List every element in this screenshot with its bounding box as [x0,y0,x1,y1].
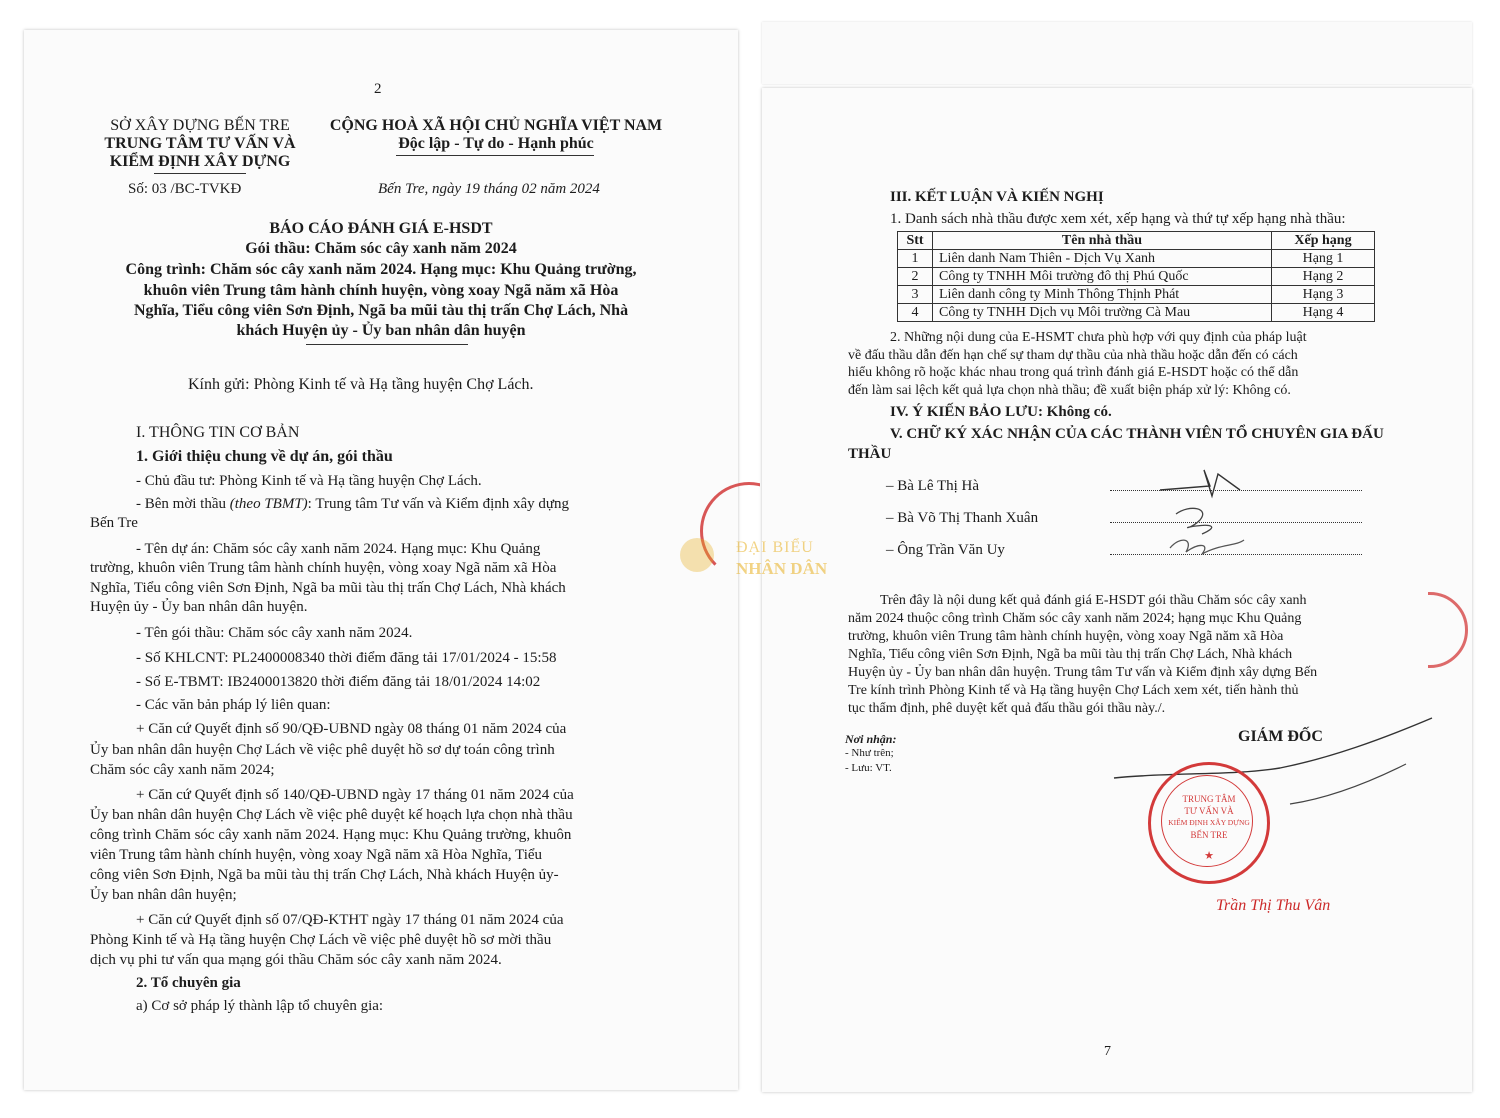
closing-line-6: Tre kính trình Phòng Kinh tế và Hạ tầng huyện Chợ Lách xem xét, tiến hành thủ [848,683,1299,698]
official-stamp [1148,762,1270,884]
watermark-line-1: ĐẠI BIỂU [736,539,814,556]
watermark-line-2: NHÂN DÂN [736,559,828,578]
agency-line-1: SỞ XÂY DỰNG BẾN TRE [110,117,290,134]
subsection-1-heading: 1. Giới thiệu chung về dự án, gói thầu [136,448,393,465]
package-title: Gói thầu: Chăm sóc cây xanh năm 2024 [245,240,517,257]
inviter-line [136,497,569,512]
decision-3-line-3: dịch vụ phi tư vấn qua mạng gói thầu Chăm sóc cây xanh năm 2024. [90,952,502,968]
nation-header: CỘNG HOÀ XÃ HỘI CHỦ NGHĨA VIỆT NAM [329,117,663,134]
table-cell-stt: 2 [898,268,933,286]
member-signatures-scribble [1140,456,1280,566]
section-1-heading: I. THÔNG TIN CƠ BẢN [136,424,300,441]
inviter-line-2: Bến Tre [90,515,138,531]
table-cell-stt: 4 [898,304,933,322]
item-2-line-1: 2. Những nội dung của E-HSMT chưa phù hợp với quy định của pháp luật [890,330,1307,345]
khlcnt-line: - Số KHLCNT: PL2400008340 thời điểm đăng tải 17/01/2024 - 15:58 [136,650,557,666]
document-page-right-top-strip [762,22,1472,84]
table-cell-name: Liên danh công ty Minh Thông Thịnh Phát [933,286,1272,304]
table-cell-rank: Hạng 1 [1272,250,1375,268]
watermark-logo-icon [680,538,714,572]
section-5-heading-line-2: THẦU [848,446,892,462]
table-header-name: Tên nhà thầu [933,232,1272,250]
page-number-right: 7 [1104,1044,1111,1059]
table-header-stt: Stt [898,232,933,250]
closing-line-3: trường, khuôn viên Trung tâm hành chính huyện, vòng xoay Ngã năm xã Hòa [848,629,1284,644]
section-3-heading: III. KẾT LUẬN VÀ KIẾN NGHỊ [890,189,1104,205]
agency-line-3: KIỂM ĐỊNH XÂY DỰNG [109,153,291,170]
project-name-line-3: Nghĩa, Tiểu công viên Sơn Định, Ngã ba mũi tàu thị trấn Chợ Lách, Nhà khách [90,580,566,596]
table-row [898,286,1375,304]
inviter-label: - Bên mời thầu [136,496,230,512]
contractor-list-intro: 1. Danh sách nhà thầu được xem xét, xếp hạng và thứ tự xếp hạng nhà thầu: [890,211,1346,227]
decision-1-line-3: Chăm sóc cây xanh năm 2024; [90,762,275,778]
recipients-label: Nơi nhận: [845,732,897,746]
document-number: Số: 03 /BC-TVKĐ [128,181,242,197]
decision-2-line-6: Ủy ban nhân dân huyện; [90,887,237,903]
section-5-heading-line-1: V. CHỮ KÝ XÁC NHẬN CỦA CÁC THÀNH VIÊN TỔ CHUYÊN GIA ĐẤU [890,426,1384,442]
inviter-value: : Trung tâm Tư vấn và Kiểm định xây dựng [307,496,570,512]
member-1-name: – Bà Lê Thị Hà [886,478,980,494]
decision-2-line-3: công trình Chăm sóc cây xanh năm 2024. Hạng mục: Khu Quảng trường, khuôn [90,827,572,843]
recipient-line: Kính gửi: Phòng Kinh tế và Hạ tầng huyện Chợ Lách. [188,376,534,393]
report-title: BÁO CÁO ĐÁNH GIÁ E-HSDT [269,220,493,237]
member-3-name: – Ông Trần Văn Uy [886,542,1005,558]
table-cell-name: Liên danh Nam Thiên - Dịch Vụ Xanh [933,250,1272,268]
table-row [898,268,1375,286]
table-row [898,250,1375,268]
decision-3-line-1: + Căn cứ Quyết định số 07/QĐ-KTHT ngày 17 tháng 01 năm 2024 của [136,912,564,928]
project-title-line-3: Nghĩa, Tiểu công viên Sơn Định, Ngã ba mũi tàu thị trấn Chợ Lách, Nhà [133,302,629,319]
stamp-text-1: TRUNG TÂM [1182,794,1236,804]
agency-underline [154,173,246,174]
closing-line-1: Trên đây là nội dung kết quả đánh giá E-HSDT gói thầu Chăm sóc cây xanh [880,593,1307,608]
project-title-line-2: khuôn viên Trung tâm hành chính huyện, vòng xoay Ngã năm xã Hòa [143,282,619,299]
item-2-line-4: đến làm sai lệch kết quả lựa chọn nhà thầu; đề xuất biện pháp xử lý: Không có. [848,383,1291,398]
item-2-line-2: về đấu thầu dẫn đến hạn chế sự tham dự thầu của nhà thầu hoặc dẫn đến có cách [848,348,1298,363]
decision-1-line-2: Ủy ban nhân dân huyện Chợ Lách về việc phê duyệt hồ sơ dự toán công trình [90,742,555,758]
closing-line-4: Nghĩa, Tiểu công viên Sơn Định, Ngã ba mũi tàu thị trấn Chợ Lách, Nhà khách [848,647,1293,662]
table-header-rank: Xếp hạng [1272,232,1375,250]
stamp-text-2: TƯ VẤN VÀ [1184,806,1234,816]
legal-docs-heading: - Các văn bản pháp lý liên quan: [136,697,331,713]
title-underline [306,344,468,345]
stamp-star-icon: ★ [1204,850,1214,862]
table-cell-stt: 3 [898,286,933,304]
decision-2-line-4: viên Trung tâm hành chính huyện, vòng xoay Ngã năm xã Hòa Nghĩa, Tiểu [90,847,543,863]
section-4-heading: IV. Ý KIẾN BẢO LƯU: Không có. [890,404,1112,420]
inviter-note: (theo TBMT) [229,496,308,512]
decision-2-line-1: + Căn cứ Quyết định số 140/QĐ-UBND ngày 17 tháng 01 năm 2024 của [136,787,574,803]
signer-name: Trần Thị Thu Vân [1216,897,1331,914]
table-cell-rank: Hạng 2 [1272,268,1375,286]
decision-2-line-5: công viên Sơn Định, Ngã ba mũi tàu thị trấn Chợ Lách, Nhà khách Huyện ủy- [90,867,559,883]
project-name-line-1: - Tên dự án: Chăm sóc cây xanh năm 2024. Hạng mục: Khu Quảng [136,541,541,557]
table-cell-stt: 1 [898,250,933,268]
package-name-line: - Tên gói thầu: Chăm sóc cây xanh năm 2024. [136,625,413,641]
project-title-line-4: khách Huyện ủy - Ủy ban nhân dân huyện [236,322,526,339]
closing-line-5: Huyện ủy - Ủy ban nhân dân huyện. Trung tâm Tư vấn và Kiểm định xây dựng Bến [848,665,1318,680]
recipients-item-2: - Lưu: VT. [845,762,892,774]
stamp-text-4: BẾN TRE [1190,830,1228,840]
table-cell-rank: Hạng 4 [1272,304,1375,322]
place-and-date: Bến Tre, ngày 19 tháng 02 năm 2024 [378,181,600,197]
nation-motto: Độc lập - Tự do - Hạnh phúc [398,135,594,152]
item-2-line-3: hiểu không rõ hoặc khác nhau trong quá trình đánh giá E-HSDT hoặc có thể dẫn [848,365,1299,380]
etbmt-line: - Số E-TBMT: IB2400013820 thời điểm đăng tải 18/01/2024 14:02 [136,674,541,690]
project-title-line-1: Công trình: Chăm sóc cây xanh năm 2024. Hạng mục: Khu Quảng trường, [125,261,637,278]
contractor-ranking-table [897,231,1375,322]
closing-line-2: năm 2024 thuộc công trình Chăm sóc cây xanh năm 2024; hạng mục Khu Quảng [848,611,1302,626]
motto-underline [396,155,594,156]
project-name-line-2: trường, khuôn viên Trung tâm hành chính huyện, vòng xoay Ngã năm xã Hòa [90,560,557,576]
member-2-name: – Bà Võ Thị Thanh Xuân [886,510,1039,526]
project-name-line-4: Huyện ủy - Ủy ban nhân dân huyện. [90,599,308,615]
subsection-2-heading: 2. Tổ chuyên gia [136,975,241,991]
signer-title: GIÁM ĐỐC [1238,728,1323,745]
subsection-2a-line: a) Cơ sở pháp lý thành lập tổ chuyên gia: [136,998,384,1014]
closing-line-7: tục thẩm định, phê duyệt kết quả đấu thầu gói thầu này./. [848,701,1166,716]
table-header-row [898,232,1375,250]
table-cell-rank: Hạng 3 [1272,286,1375,304]
investor-line: - Chủ đầu tư: Phòng Kinh tế và Hạ tầng huyện Chợ Lách. [136,473,482,489]
table-row [898,304,1375,322]
table-cell-name: Công ty TNHH Môi trường đô thị Phú Quốc [933,268,1272,286]
decision-1-line-1: + Căn cứ Quyết định số 90/QĐ-UBND ngày 08 tháng 01 năm 2024 của [136,721,567,737]
page-number-left: 2 [374,81,382,97]
decision-3-line-2: Phòng Kinh tế và Hạ tầng huyện Chợ Lách về việc phê duyệt hồ sơ mời thầu [90,932,552,948]
table-cell-name: Công ty TNHH Dịch vụ Môi trường Cà Mau [933,304,1272,322]
decision-2-line-2: Ủy ban nhân dân huyện Chợ Lách về việc phê duyệt kế hoạch lựa chọn nhà thầu [90,807,573,823]
recipients-item-1: - Như trên; [845,747,894,759]
stamp-text-3: KIỂM ĐỊNH XÂY DỰNG [1168,818,1250,827]
agency-line-2: TRUNG TÂM TƯ VẤN VÀ [104,135,296,152]
